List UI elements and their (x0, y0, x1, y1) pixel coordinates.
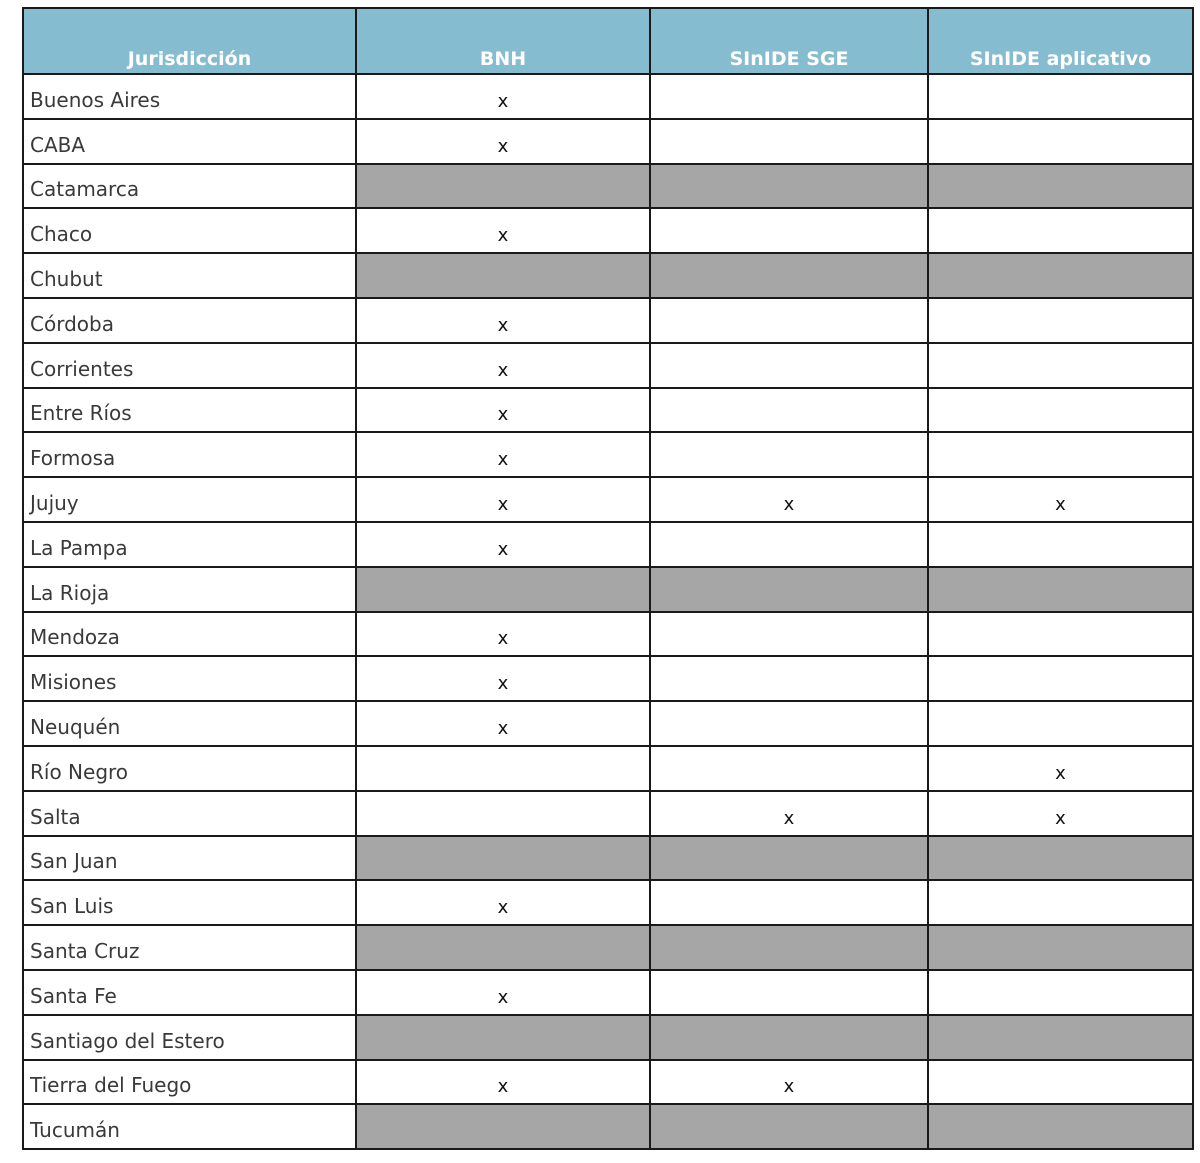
table-row (23, 701, 1193, 746)
sinide-sge-cell (650, 432, 928, 477)
sinide-sge-cell (650, 343, 928, 388)
table-row (23, 1060, 1193, 1105)
bnh-cell (356, 164, 650, 209)
sinide-sge-cell (650, 119, 928, 164)
sinide-aplicativo-cell: x (928, 746, 1193, 791)
table-row (23, 388, 1193, 433)
sinide-sge-cell (650, 522, 928, 567)
jurisdiction-name: Córdoba (23, 298, 356, 343)
table-row (23, 208, 1193, 253)
sinide-aplicativo-cell (928, 208, 1193, 253)
jurisdiction-name: La Pampa (23, 522, 356, 567)
table-row (23, 836, 1193, 881)
table-row (23, 970, 1193, 1015)
bnh-cell: x (356, 477, 650, 522)
jurisdiction-name: Formosa (23, 432, 356, 477)
table-row (23, 567, 1193, 612)
jurisdiction-name: Entre Ríos (23, 388, 356, 433)
bnh-cell: x (356, 880, 650, 925)
bnh-cell: x (356, 208, 650, 253)
table-body (23, 74, 1193, 1149)
sinide-sge-cell (650, 880, 928, 925)
bnh-cell: x (356, 343, 650, 388)
jurisdiction-name: Mendoza (23, 612, 356, 657)
sinide-aplicativo-cell (928, 836, 1193, 881)
sinide-aplicativo-cell (928, 567, 1193, 612)
bnh-cell: x (356, 656, 650, 701)
jurisdiction-name: Santa Fe (23, 970, 356, 1015)
table-row (23, 522, 1193, 567)
table-row (23, 746, 1193, 791)
sinide-sge-cell: x (650, 791, 928, 836)
jurisdiction-name: La Rioja (23, 567, 356, 612)
jurisdiction-name: Chaco (23, 208, 356, 253)
header-sinide-sge: SInIDE SGE (650, 8, 928, 74)
jurisdiction-name: San Luis (23, 880, 356, 925)
sinide-aplicativo-cell (928, 1104, 1193, 1149)
sinide-sge-cell (650, 836, 928, 881)
table-row (23, 74, 1193, 119)
sinide-aplicativo-cell (928, 970, 1193, 1015)
table-row (23, 656, 1193, 701)
sinide-aplicativo-cell (928, 522, 1193, 567)
sinide-aplicativo-cell (928, 1015, 1193, 1060)
bnh-cell (356, 836, 650, 881)
jurisdiction-name: Salta (23, 791, 356, 836)
table-row (23, 164, 1193, 209)
sinide-aplicativo-cell (928, 74, 1193, 119)
bnh-cell (356, 1104, 650, 1149)
sinide-sge-cell (650, 612, 928, 657)
bnh-cell: x (356, 388, 650, 433)
bnh-cell: x (356, 298, 650, 343)
jurisdiction-name: Santiago del Estero (23, 1015, 356, 1060)
table-row (23, 298, 1193, 343)
bnh-cell (356, 746, 650, 791)
bnh-cell (356, 925, 650, 970)
sinide-aplicativo-cell (928, 432, 1193, 477)
bnh-cell: x (356, 970, 650, 1015)
sinide-sge-cell (650, 253, 928, 298)
table-row (23, 477, 1193, 522)
sinide-aplicativo-cell (928, 701, 1193, 746)
table-row (23, 791, 1193, 836)
bnh-cell: x (356, 432, 650, 477)
bnh-cell: x (356, 522, 650, 567)
jurisdiction-name: Tierra del Fuego (23, 1060, 356, 1105)
sinide-aplicativo-cell (928, 656, 1193, 701)
sinide-sge-cell (650, 925, 928, 970)
sinide-aplicativo-cell (928, 880, 1193, 925)
jurisdiction-name: Neuquén (23, 701, 356, 746)
jurisdiction-name: Chubut (23, 253, 356, 298)
sinide-aplicativo-cell (928, 164, 1193, 209)
bnh-cell (356, 1015, 650, 1060)
table-container (22, 7, 1194, 1150)
jurisdiction-name: Corrientes (23, 343, 356, 388)
bnh-cell (356, 567, 650, 612)
sinide-aplicativo-cell (928, 612, 1193, 657)
sinide-sge-cell (650, 970, 928, 1015)
jurisdiction-name: Río Negro (23, 746, 356, 791)
sinide-aplicativo-cell: x (928, 791, 1193, 836)
jurisdiction-name: Jujuy (23, 477, 356, 522)
table-header (23, 8, 1193, 74)
table-row (23, 253, 1193, 298)
jurisdiction-name: Catamarca (23, 164, 356, 209)
sinide-aplicativo-cell (928, 298, 1193, 343)
table-row (23, 119, 1193, 164)
sinide-sge-cell (650, 701, 928, 746)
sinide-sge-cell (650, 74, 928, 119)
sinide-sge-cell (650, 567, 928, 612)
sinide-sge-cell (650, 1104, 928, 1149)
table-row (23, 1015, 1193, 1060)
header-row (23, 8, 1193, 74)
header-bnh: BNH (356, 8, 650, 74)
bnh-cell: x (356, 1060, 650, 1105)
sinide-sge-cell (650, 746, 928, 791)
bnh-cell: x (356, 74, 650, 119)
sinide-sge-cell (650, 298, 928, 343)
jurisdiction-name: Buenos Aires (23, 74, 356, 119)
table-row (23, 880, 1193, 925)
sinide-sge-cell (650, 208, 928, 253)
sinide-sge-cell (650, 656, 928, 701)
sinide-aplicativo-cell (928, 925, 1193, 970)
sinide-aplicativo-cell (928, 253, 1193, 298)
bnh-cell: x (356, 612, 650, 657)
sinide-sge-cell (650, 164, 928, 209)
sinide-aplicativo-cell: x (928, 477, 1193, 522)
sinide-aplicativo-cell (928, 119, 1193, 164)
sinide-sge-cell (650, 1015, 928, 1060)
header-jurisdiccion: Jurisdicción (23, 8, 356, 74)
sinide-aplicativo-cell (928, 1060, 1193, 1105)
table-row (23, 432, 1193, 477)
sinide-sge-cell: x (650, 477, 928, 522)
jurisdiction-name: San Juan (23, 836, 356, 881)
table-row (23, 1104, 1193, 1149)
table-row (23, 612, 1193, 657)
table-row (23, 343, 1193, 388)
bnh-cell: x (356, 119, 650, 164)
jurisdiction-name: Tucumán (23, 1104, 356, 1149)
sinide-aplicativo-cell (928, 343, 1193, 388)
table-row (23, 925, 1193, 970)
bnh-cell (356, 253, 650, 298)
jurisdiction-table (22, 7, 1194, 1150)
bnh-cell: x (356, 701, 650, 746)
bnh-cell (356, 791, 650, 836)
sinide-sge-cell (650, 388, 928, 433)
header-sinide-aplicativo: SInIDE aplicativo (928, 8, 1193, 74)
sinide-sge-cell: x (650, 1060, 928, 1105)
jurisdiction-name: Misiones (23, 656, 356, 701)
sinide-aplicativo-cell (928, 388, 1193, 433)
jurisdiction-name: CABA (23, 119, 356, 164)
jurisdiction-name: Santa Cruz (23, 925, 356, 970)
